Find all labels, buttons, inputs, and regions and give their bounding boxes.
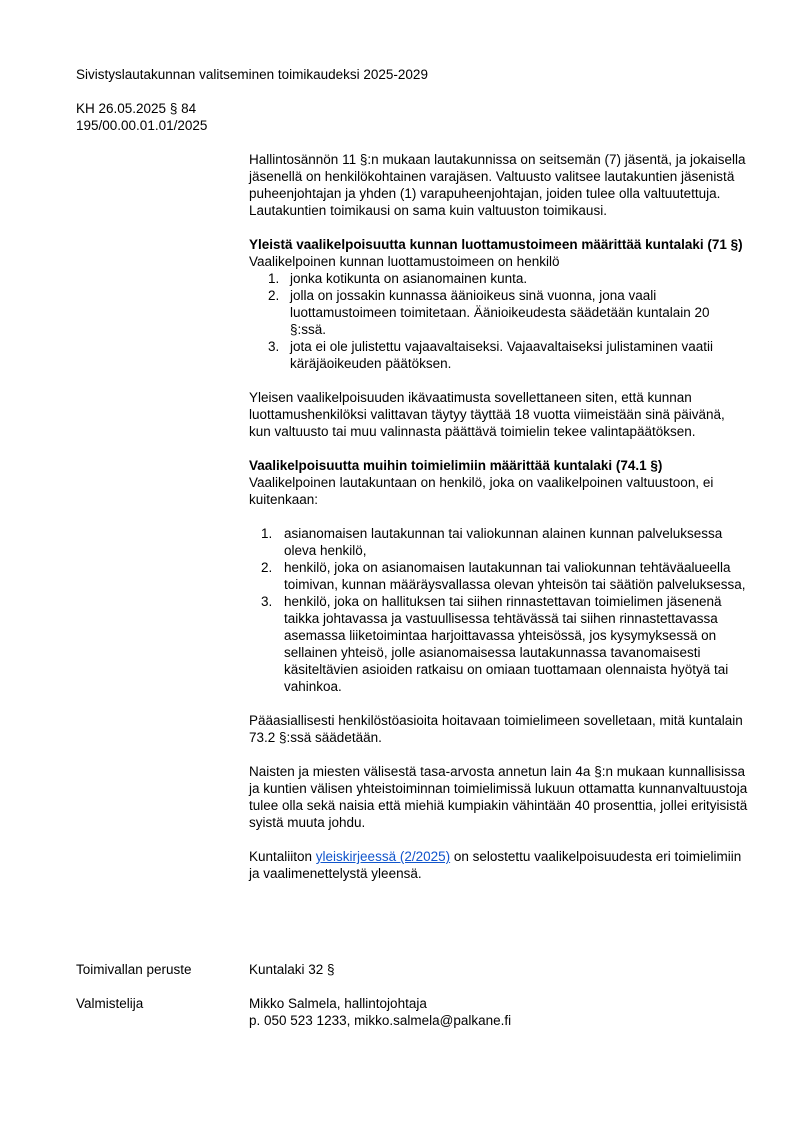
list-item: 1. jonka kotikunta on asianomainen kunta. [268, 271, 528, 286]
list-item: 2. jolla on jossakin kunnassa äänioikeus sinä vuonna, jona vaali luottamustoimeen toimitetaan. Äänioikeudesta säädetään kuntalain 20 §:ssä. [268, 288, 710, 337]
preparer-contact: p. 050 523 1233, mikko.salmela@palkane.fi [249, 1013, 512, 1028]
document-title: Sivistyslautakunnan valitseminen toimikaudeksi 2025-2029 [76, 67, 428, 82]
preparer-name: Mikko Salmela, hallintojohtaja [249, 996, 427, 1011]
equality-paragraph: Naisten ja miesten välisestä tasa-arvosta annetun lain 4a §:n mukaan kunnallisissa ja kuntien välisen yhteistoiminnan toimielimissä lukuun ottamatta kunnanvaltuustoja tulee olla sekä naisia että miehiä kumpiakin vähintään 40 prosenttia, jollei erityisistä syistä muuta johdu. [249, 764, 748, 830]
list-item: 3. henkilö, joka on hallituksen tai siihen rinnastettavan toimielimen jäsenenä taikka johtavassa ja vastuullisessa tehtävässä tai siihen rinnastettavassa asemassa liiketoimintaa harjoittavassa yhteisössä, jos kysymyksessä on sellainen yhteisö, jolle asianomaisessa lautakunnassa tavanomaisesti käsiteltävien asioiden ratkaisu on omiaan tuottamaan olennaista hyötyä tai vahinkoa. [261, 594, 729, 694]
section1-lead: Vaalikelpoinen kunnan luottamustoimeen on henkilö [249, 254, 560, 269]
circular-link[interactable]: yleiskirjeessä (2/2025) [315, 849, 451, 864]
list-item: 1. asianomaisen lautakunnan tai valiokunnan alainen kunnan palveluksessa oleva henkilö, [261, 526, 723, 558]
age-requirement-paragraph: Yleisen vaalikelpoisuuden ikävaatimusta sovellettaneen siten, että kunnan luottamushenkilöksi valittavan täytyy täyttää 18 vuotta viimeistään sinä päivänä, kun valtuusto tai muu valinnasta päättävä toimielin tekee valintapäätöksen. [249, 390, 725, 439]
meeting-reference: KH 26.05.2025 § 84 [76, 101, 197, 116]
list-item: 2. henkilö, joka on asianomaisen lautakunnan tai valiokunnan tehtäväalueella toimivan, kunnan määräysvallassa olevan yhteisön tai säätiön palveluksessa, [261, 560, 746, 592]
record-id: 195/00.00.01.01/2025 [76, 118, 208, 133]
eligibility-list [249, 270, 749, 372]
section2-lead: Vaalikelpoinen lautakuntaan on henkilö, joka on vaalikelpoinen valtuustoon, ei kuitenkaan: [249, 475, 714, 507]
main-text-column [249, 151, 749, 882]
circular-paragraph: Kuntaliiton yleiskirjeessä (2/2025) on selostettu vaalikelpoisuudesta eri toimielimiin ja vaalimenettelystä yleensä. [249, 849, 742, 881]
intro-paragraph: Hallintosännön 11 §:n mukaan lautakunnissa on seitsemän (7) jäsentä, ja jokaisella jäsenellä on henkilökohtainen varajäsen. Valtuusto valitsee lautakuntien jäsenistä puheenjohtajan ja yhden (1) varapuheenjohtajan, joiden tulee olla valtuutettuja. Lautakuntien toimikausi on sama kuin valtuuston toimikausi. [249, 152, 746, 218]
authority-value: Kuntalaki 32 § [249, 962, 335, 977]
authority-label: Toimivallan peruste [76, 962, 192, 977]
section1-heading: Yleistä vaalikelpoisuutta kunnan luottamustoimeen määrittää kuntalaki (71 §) [249, 237, 743, 252]
preparer-label: Valmistelija [76, 996, 144, 1011]
section2-heading: Vaalikelpoisuutta muihin toimielimiin määrittää kuntalaki (74.1 §) [249, 458, 663, 473]
exclusion-list [249, 525, 749, 695]
personnel-paragraph: Pääasiallisesti henkilöstöasioita hoitavaan toimielimeen sovelletaan, mitä kuntalain 73.2 §:ssä säädetään. [249, 713, 743, 745]
list-item: 3. jota ei ole julistettu vajaavaltaiseksi. Vajaavaltaiseksi julistaminen vaatii käräjäoikeuden päätöksen. [268, 339, 713, 371]
